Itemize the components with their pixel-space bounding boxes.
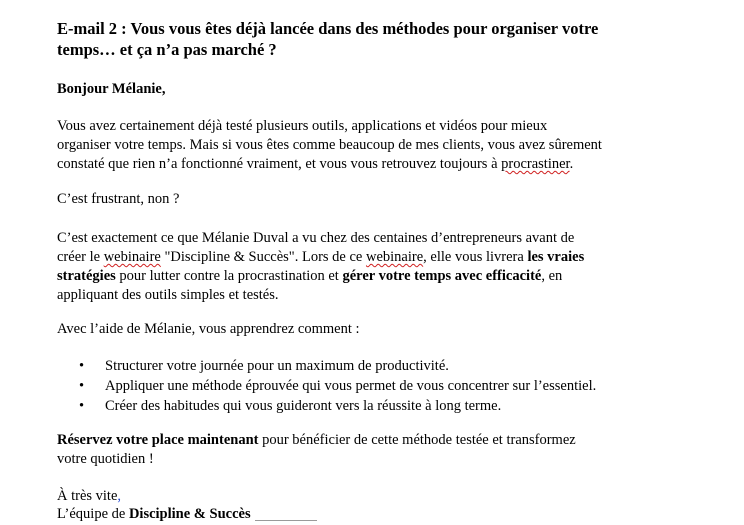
text-run: pour lutter contre la procrastination et (115, 268, 343, 284)
paragraph-intro-line-1: Vous avez certainement déjà testé plusieurs outils, applications et vidéos pour mieux (57, 118, 548, 134)
text-run: "Discipline & Succès". Lors de ce (160, 249, 366, 265)
signature-underline (255, 520, 317, 521)
text-run: À très vite (57, 488, 118, 504)
paragraph-cta-line-1 (57, 431, 727, 450)
bullet-icon: • (79, 358, 85, 374)
paragraph-webinar-line-1: C’est exactement ce que Mélanie Duval a vu chez des centaines d’entrepreneurs avant de (57, 230, 575, 246)
spellcheck-word: webinaire (365, 249, 424, 265)
text-run: constaté que rien n’a fonctionné vraiment, et vous vous retrouvez toujours à (57, 156, 502, 172)
bold-run: Réservez votre place maintenant (57, 432, 259, 448)
signature-name: Discipline & Succès (128, 506, 251, 522)
spellcheck-word: webinaire (103, 249, 161, 265)
paragraph-webinar-line-4: appliquant des outils simples et testés. (57, 287, 279, 303)
bold-run: gérer votre temps avec efficacité (342, 268, 542, 284)
text-run: L’équipe de (57, 506, 129, 522)
text-run: , elle vous livrera (423, 249, 528, 265)
paragraph-intro-line-2: organiser votre temps. Mais si vous êtes comme beaucoup de mes clients, vous avez sûrement (57, 137, 602, 153)
text-run: . (569, 156, 574, 172)
paragraph-cta (57, 431, 727, 469)
list-item-text: Structurer votre journée pour un maximum de productivité. (105, 358, 449, 374)
signature-line (57, 505, 727, 524)
text-run: créer le (57, 249, 104, 265)
email-title-line-1: E-mail 2 : Vous vous êtes déjà lancée dans des méthodes pour organiser votre (57, 19, 599, 38)
paragraph-intro-line-3 (57, 155, 727, 174)
list-item (57, 377, 596, 397)
text-run: , en (541, 268, 563, 284)
bold-run: stratégies (57, 268, 116, 284)
list-item-text: Créer des habitudes qui vous guideront vers la réussite à long terme. (105, 398, 502, 414)
spellcheck-word: procrastiner (501, 156, 570, 172)
bullet-icon: • (79, 378, 85, 394)
text-run: pour bénéficier de cette méthode testée et transformez (258, 432, 576, 448)
closing-line (57, 487, 727, 506)
paragraph-webinar-line-2 (57, 248, 727, 267)
bullet-icon: • (79, 398, 85, 414)
paragraph-webinar (57, 229, 727, 305)
list-item (57, 357, 596, 377)
list-item (57, 397, 596, 417)
paragraph-frustrating: C’est frustrant, non ? (57, 191, 180, 207)
paragraph-learn: Avec l’aide de Mélanie, vous apprendrez comment : (57, 321, 360, 337)
email-title-line-2: temps… et ça n’a pas marché ? (57, 40, 277, 59)
closing-punct: , (117, 488, 122, 504)
paragraph-intro (57, 117, 727, 174)
list-item-text: Appliquer une méthode éprouvée qui vous permet de vous concentrer sur l’essentiel. (105, 378, 597, 394)
paragraph-cta-line-2: votre quotidien ! (57, 451, 154, 467)
greeting: Bonjour Mélanie, (57, 81, 166, 97)
benefits-list (57, 357, 596, 417)
bold-run: les vraies (527, 249, 585, 265)
paragraph-webinar-line-3 (57, 267, 727, 286)
email-title (57, 18, 727, 60)
